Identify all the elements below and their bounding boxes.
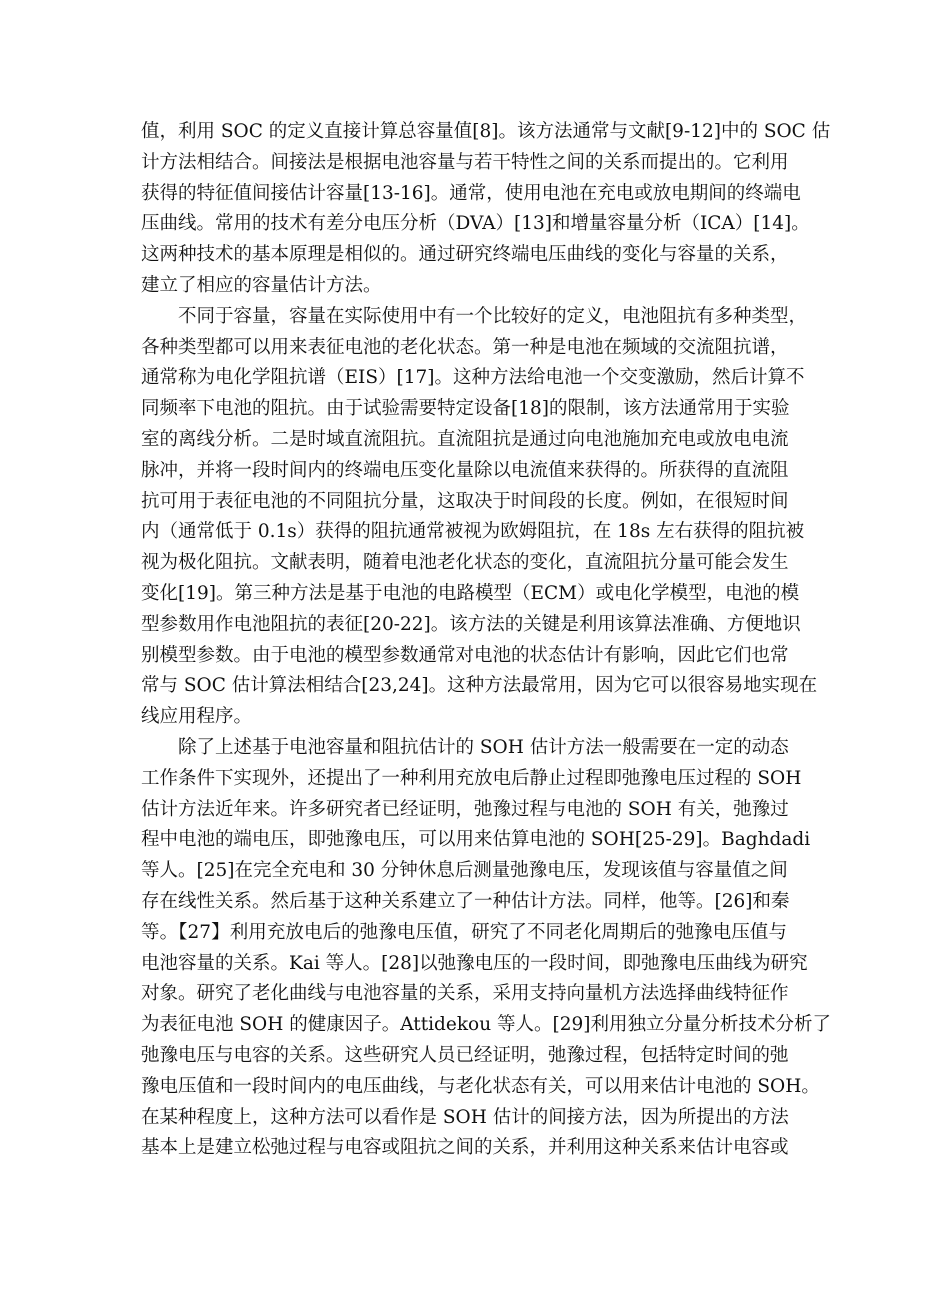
text-line: 对象。研究了老化曲线与电池容量的关系，采用支持向量机方法选择曲线特征作 <box>141 983 789 1005</box>
text-line: 别模型参数。由于电池的模型参数通常对电池的状态估计有影响，因此它们也常 <box>141 644 789 666</box>
text-line: 在某种程度上，这种方法可以看作是 SOH 估计的间接方法，因为所提出的方法 <box>141 1106 789 1128</box>
text-line: 各种类型都可以用来表征电池的老化状态。第一种是电池在频域的交流阻抗谱， <box>141 336 789 358</box>
text-line: 视为极化阻抗。文献表明，随着电池老化状态的变化，直流阻抗分量可能会发生 <box>141 552 789 574</box>
text-line: 基本上是建立松弛过程与电容或阻抗之间的关系，并利用这种关系来估计电容或 <box>141 1137 789 1159</box>
text-line: 室的离线分析。二是时域直流阻抗。直流阻抗是通过向电池施加充电或放电电流 <box>141 428 789 450</box>
text-line: 为表征电池 SOH 的健康因子。Attidekou 等人。[29]利用独立分量分析技术分析了 <box>141 1014 831 1036</box>
text-line: 不同于容量，容量在实际使用中有一个比较好的定义，电池阻抗有多种类型， <box>178 305 808 327</box>
text-line: 内（通常低于 0.1s）获得的阻抗通常被视为欧姆阻抗，在 18s 左右获得的阻抗被 <box>141 521 805 543</box>
text-line: 除了上述基于电池容量和阻抗估计的 SOH 估计方法一般需要在一定的动态 <box>178 736 789 758</box>
text-line: 值，利用 SOC 的定义直接计算总容量值[8]。该方法通常与文献[9-12]中的 SOC 估 <box>141 121 831 142</box>
text-line: 压曲线。常用的技术有差分电压分析（DVA）[13]和增量容量分析（ICA）[14]。 <box>141 213 810 235</box>
text-line: 存在线性关系。然后基于这种关系建立了一种估计方法。同样，他等。[26]和秦 <box>141 890 790 912</box>
text-line: 建立了相应的容量估计方法。 <box>141 274 382 296</box>
text-line: 脉冲，并将一段时间内的终端电压变化量除以电流值来获得的。所获得的直流阻 <box>141 459 789 481</box>
text-line: 弛豫电压与电容的关系。这些研究人员已经证明，弛豫过程，包括特定时间的弛 <box>141 1044 789 1066</box>
text-line: 获得的特征值间接估计容量[13-16]。通常，使用电池在充电或放电期间的终端电 <box>141 182 801 204</box>
text-line: 等人。[25]在完全充电和 30 分钟休息后测量弛豫电压，发现该值与容量值之间 <box>141 860 788 882</box>
text-line: 程中电池的端电压，即弛豫电压，可以用来估算电池的 SOH[25-29]。Baghdadi <box>141 829 811 851</box>
text-line: 电池容量的关系。Kai 等人。[28]以弛豫电压的一段时间，即弛豫电压曲线为研究 <box>141 952 808 974</box>
paragraph-3 <box>141 733 831 1164</box>
text-line: 型参数用作电池阻抗的表征[20-22]。该方法的关键是利用该算法准确、方便地识 <box>141 613 801 635</box>
body-text <box>141 117 831 1164</box>
text-line: 通常称为电化学阻抗谱（EIS）[17]。这种方法给电池一个交变激励，然后计算不 <box>141 367 805 389</box>
text-line: 同频率下电池的阻抗。由于试验需要特定设备[18]的限制，该方法通常用于实验 <box>141 398 790 420</box>
text-line: 抗可用于表征电池的不同阻抗分量，这取决于时间段的长度。例如，在很短时间 <box>141 490 789 512</box>
paragraph-2 <box>141 302 818 733</box>
text-line: 变化[19]。第三种方法是基于电池的电路模型（ECM）或电化学模型，电池的模 <box>141 582 800 604</box>
text-line: 豫电压值和一段时间内的电压曲线，与老化状态有关，可以用来估计电池的 SOH。 <box>141 1075 820 1097</box>
text-line: 计方法相结合。间接法是根据电池容量与若干特性之间的关系而提出的。它利用 <box>141 151 789 173</box>
text-line: 估计方法近年来。许多研究者已经证明，弛豫过程与电池的 SOH 有关，弛豫过 <box>141 798 789 820</box>
text-line: 这两种技术的基本原理是相似的。通过研究终端电压曲线的变化与容量的关系， <box>141 244 789 266</box>
paragraph-1 <box>141 117 831 302</box>
text-line: 常与 SOC 估计算法相结合[23,24]。这种方法最常用，因为它可以很容易地实现在 <box>141 675 818 697</box>
text-line: 等。【27】利用充放电后的弛豫电压值，研究了不同老化周期后的弛豫电压值与 <box>141 921 787 943</box>
text-line: 工作条件下实现外，还提出了一种利用充放电后静止过程即弛豫电压过程的 SOH <box>141 767 802 789</box>
text-line: 线应用程序。 <box>141 706 253 728</box>
